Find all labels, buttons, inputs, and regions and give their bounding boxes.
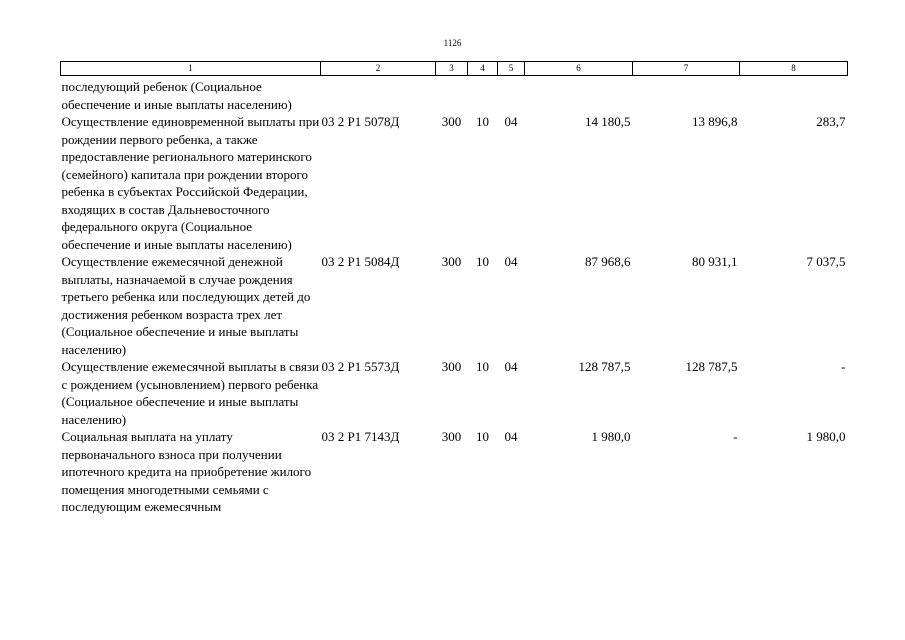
row-col-3: 300 bbox=[441, 254, 462, 269]
row-name: Осуществление ежемесячной денежной выплаты, назначаемой в случае рождения третьего ребенка или последующих детей до достижения ребенком возраста трех лет (Социальное обеспечение и иные выплаты населению) bbox=[61, 254, 311, 357]
row-col-4: 10 bbox=[476, 114, 489, 129]
row-name: Осуществление единовременной выплаты при рождении первого ребенка, а также предоставление регионального материнского (семейного) капитала при рождении второго ребенка в субъектах Российской Федерации, входящих в состав Дальневосточного федерального округа (Социальное обеспечение и иные выплаты населению) bbox=[61, 114, 320, 252]
row-col-5 bbox=[498, 76, 525, 114]
column-header-4: 4 bbox=[468, 62, 498, 76]
row-col-5: 04 bbox=[504, 429, 518, 444]
row-col-4: 10 bbox=[476, 254, 489, 269]
row-col-6: 128 787,5 bbox=[578, 359, 631, 374]
row-col-4: 10 bbox=[476, 359, 489, 374]
row-col-7: - bbox=[733, 429, 738, 444]
row-col-7: 13 896,8 bbox=[692, 114, 738, 129]
row-code: 03 2 Р1 5078Д bbox=[321, 114, 400, 129]
table-row bbox=[61, 113, 848, 253]
row-col-6 bbox=[525, 76, 633, 114]
row-col-4: 10 bbox=[476, 429, 489, 444]
row-col-8: 1 980,0 bbox=[806, 429, 846, 444]
row-col-3 bbox=[436, 76, 468, 114]
column-header-1: 1 bbox=[61, 62, 321, 76]
row-name: последующий ребенок (Социальное обеспечение и иные выплаты населению) bbox=[61, 79, 292, 112]
table-row bbox=[61, 253, 848, 358]
row-col-3: 300 bbox=[441, 429, 462, 444]
row-col-8: 7 037,5 bbox=[806, 254, 846, 269]
column-header-7: 7 bbox=[633, 62, 740, 76]
column-header-6: 6 bbox=[525, 62, 633, 76]
column-header-8: 8 bbox=[740, 62, 848, 76]
column-header-3: 3 bbox=[436, 62, 468, 76]
row-name: Социальная выплата на уплату первоначального взноса при получении ипотечного кредита на приобретение жилого помещения многодетными семьями с последующим ежемесячным bbox=[61, 429, 312, 514]
row-col-5: 04 bbox=[504, 114, 518, 129]
row-code: 03 2 Р1 5573Д bbox=[321, 359, 400, 374]
row-col-6: 1 980,0 bbox=[591, 429, 631, 444]
table-row bbox=[61, 428, 848, 516]
row-code: 03 2 Р1 5084Д bbox=[321, 254, 400, 269]
row-col-6: 87 968,6 bbox=[585, 254, 631, 269]
row-col-6: 14 180,5 bbox=[585, 114, 631, 129]
row-code: 03 2 Р1 7143Д bbox=[321, 429, 400, 444]
row-col-5: 04 bbox=[504, 254, 518, 269]
row-col-5: 04 bbox=[504, 359, 518, 374]
row-col-8 bbox=[740, 76, 848, 114]
row-col-7: 80 931,1 bbox=[692, 254, 738, 269]
row-col-8: 283,7 bbox=[816, 114, 846, 129]
row-name: Осуществление ежемесячной выплаты в связи с рождением (усыновлением) первого ребенка (Социальное обеспечение и иные выплаты населению) bbox=[61, 359, 319, 427]
row-code bbox=[321, 76, 436, 114]
row-col-8: - bbox=[841, 359, 846, 374]
table-row bbox=[61, 358, 848, 428]
row-col-7 bbox=[633, 76, 740, 114]
budget-table bbox=[60, 61, 848, 516]
row-col-3: 300 bbox=[441, 359, 462, 374]
table-row bbox=[61, 76, 848, 114]
column-header-2: 2 bbox=[321, 62, 436, 76]
row-col-3: 300 bbox=[441, 114, 462, 129]
page-number: 1126 bbox=[443, 38, 462, 48]
column-number-row bbox=[61, 62, 848, 76]
row-col-7: 128 787,5 bbox=[685, 359, 738, 374]
column-header-5: 5 bbox=[498, 62, 525, 76]
row-col-4 bbox=[468, 76, 498, 114]
